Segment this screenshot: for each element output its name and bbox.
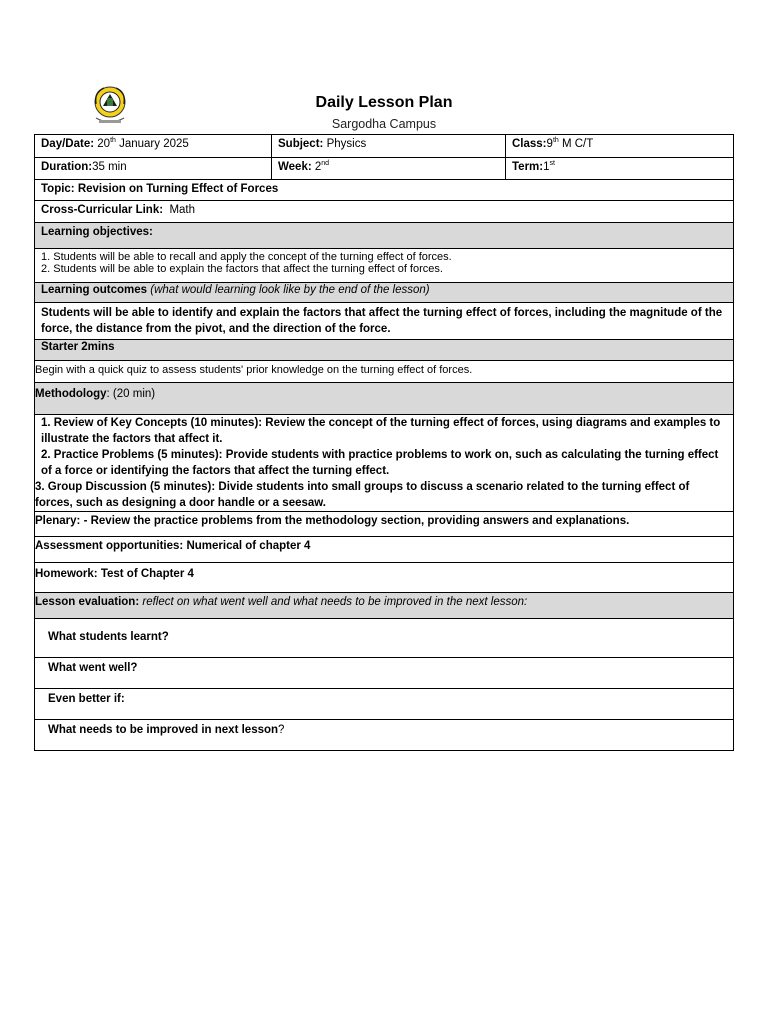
evaluation-question: What went well? [35, 657, 733, 688]
cross-curricular-label: Cross-Curricular Link: [41, 204, 164, 216]
evaluation-question: Even better if: [35, 688, 733, 719]
class-label: Class: [512, 138, 547, 150]
duration-cell [35, 158, 271, 179]
week-cell [271, 158, 505, 179]
class-rest: M C/T [558, 138, 594, 150]
lesson-evaluation-note: reflect on what went well and what needs to be improved in the next lesson: [139, 596, 528, 608]
homework-row: Homework: Test of Chapter 4 [35, 562, 733, 592]
cross-curricular-row [35, 200, 733, 222]
topic-row: Topic: Revision on Turning Effect of Forces [35, 179, 733, 200]
class-cell [505, 135, 733, 157]
day-date-rest: January 2025 [115, 138, 189, 150]
methodology-list [35, 414, 733, 511]
methodology-item: 1. Review of Key Concepts (10 minutes): Review the concept of the turning effect of forces, using diagrams and examples to illustrate the factors that affect it. [41, 417, 721, 445]
subject-cell [271, 135, 505, 157]
term-number: 1 [543, 161, 550, 173]
learning-outcomes-heading [35, 282, 733, 302]
methodology-item: 2. Practice Problems (5 minutes): Provide students with practice problems to work on, such as calculating the turning effect of a force or identifying the factors that affect the turning effect. [41, 449, 719, 477]
starter-heading: Starter 2mins [35, 339, 733, 360]
subject-value: Physics [323, 138, 367, 150]
subject-label: Subject: [278, 138, 324, 150]
day-date-suffix: th [110, 137, 116, 145]
term-label: Term: [512, 161, 544, 173]
methodology-note: : (20 min) [106, 388, 156, 400]
methodology-heading [35, 382, 733, 414]
learning-outcomes-note: (what would learning look like by the end of the lesson) [147, 284, 430, 296]
evaluation-question-last [35, 719, 733, 750]
learning-objectives-list [35, 248, 733, 282]
starter-text: Begin with a quick quiz to assess students' prior knowledge on the turning effect of forces. [35, 360, 733, 382]
learning-outcomes-text: Students will be able to identify and explain the factors that affect the turning effect of forces, including the magnitude of the force, the distance from the pivot, and the direction of the force. [35, 302, 733, 339]
evaluation-question-bold: What needs to be improved in next lesson [48, 724, 279, 736]
lesson-plan-table [34, 134, 734, 751]
lesson-evaluation-heading [35, 592, 733, 618]
learning-objectives-heading: Learning objectives: [35, 222, 733, 248]
info-row-2 [35, 157, 733, 179]
campus-subtitle: Sargodha Campus [331, 117, 437, 131]
evaluation-question: What students learnt? [35, 618, 733, 657]
methodology-label: Methodology [35, 388, 107, 400]
page-title: Daily Lesson Plan [315, 94, 453, 111]
methodology-item: 3. Group Discussion (5 minutes): Divide students into small groups to discuss a scenario related to the turning effect of forces, such as designing a door handle or a seesaw. [35, 481, 690, 509]
class-number: 9 [546, 138, 553, 150]
cross-curricular-value: Math [169, 204, 196, 216]
lesson-evaluation-label: Lesson evaluation: [35, 596, 140, 608]
day-date-cell [35, 135, 271, 157]
objective-item: 2. Students will be able to explain the factors that affect the turning effect of forces. [41, 263, 443, 275]
day-date-number: 20 [97, 138, 111, 150]
evaluation-question-tail: ? [278, 724, 285, 736]
info-row-1 [35, 135, 733, 157]
plenary-row: Plenary: - Review the practice problems from the methodology section, providing answers and explanations. [35, 511, 733, 536]
day-date-label: Day/Date: [41, 138, 95, 150]
duration-label: Duration: [41, 161, 93, 173]
week-number: 2 [311, 161, 322, 173]
assessment-row: Assessment opportunities: Numerical of chapter 4 [35, 536, 733, 562]
learning-outcomes-label: Learning outcomes [41, 284, 148, 296]
term-suffix: st [549, 160, 555, 168]
term-cell [505, 158, 733, 179]
duration-value: 35 min [92, 161, 127, 173]
week-label: Week: [278, 161, 312, 173]
objective-item: 1. Students will be able to recall and apply the concept of the turning effect of forces. [41, 251, 452, 263]
class-suffix: th [552, 137, 559, 145]
week-suffix: nd [321, 160, 330, 168]
